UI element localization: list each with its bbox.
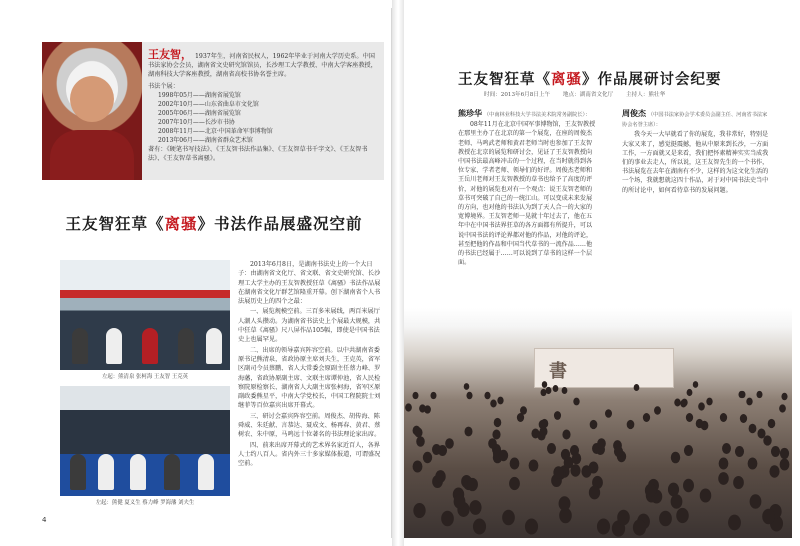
publications-text: 著有：《硬笔书写技法》、《王友智书法作品集》、《王友智草书千字文》、《王友智书法》、《王友智草书离骚》。: [148, 145, 368, 163]
symposium-title: [458, 68, 758, 89]
crowd-person-shape: [693, 381, 698, 388]
crowd-person-shape: [683, 479, 694, 492]
crowd-person-shape: [466, 392, 472, 399]
article-paragraph: 一、展览规模空前。三百多米展线，两百米展厅人潮人头攒动。为湖南省书法史上个展最大规模，共中狂草《离骚》尺八屏作品105幅，即使是中国书法史上也属罕见。: [238, 308, 381, 344]
exhibition-item: 2002年10月——山东省曲阜市文化馆: [158, 100, 259, 108]
speaker-column-1: [458, 106, 598, 268]
speaker-affiliation: （中国书法家协会学术委员会副主任、河南省书法家协会名誉主席）：: [622, 112, 768, 129]
crowd-person-shape: [781, 393, 787, 400]
crowd-person-shape: [617, 510, 630, 525]
crowd-person-shape: [520, 406, 527, 414]
author-intro: 1937年生，河南省民权人，1962年毕业于河南大学历史系。中国书法家协会会员，湖南省文史研究馆馆员，长沙理工大学教授、中南大学客座教授，湖南科技大学客座教授，湖南省高校书协名誉主席。: [148, 53, 377, 79]
crowd-person-shape: [780, 459, 790, 471]
photo-caption-bottom: 左起：熊健 夏义生 蔡力峰 罗海藩 刘夫生: [95, 500, 195, 506]
crowd-person-shape: [718, 472, 729, 485]
crowd-person-shape: [769, 465, 779, 477]
crowd-person-shape: [763, 435, 771, 445]
exhibitions-heading: 书法个展：: [148, 82, 179, 90]
article-paragraph: 三、研讨会嘉宾阵容空前。周俊杰、胡传海、陈舜威、朱廷献、言恭达、聂成文、杨再春、黄君、蔡树农、朱中原，马鸣远十位著名的书法理论家出席。: [238, 412, 381, 439]
crowd-person-shape: [779, 404, 786, 412]
crowd-person-shape: [733, 476, 744, 489]
symposium-meta: [484, 90, 674, 98]
exhibition-list: [148, 91, 380, 145]
crowd-person-shape: [728, 515, 741, 531]
left-page: [8, 8, 392, 538]
crowd-person-shape: [554, 411, 561, 420]
crowd-person-shape: [671, 452, 680, 464]
speaker-remarks: 我今天一大早就看了你的展览，我非常好，特别是大家又来了，感觉挺震撼，他从中原来到长沙，一方面工作，一方面就又是来看，我们把怀素精神实实当成我们的事业去走人，所以说，这王友智先生的一个书作，书法展览在去年在湖南有不少，这样的为这文化生活的一个场，我就想就这四十作品，对于对中国书法史当中的所讨论中，如何看待草书的发展问题。: [622, 131, 769, 194]
crowd-person-shape: [698, 402, 705, 410]
speaker-block: [622, 109, 772, 195]
crowd-person-shape: [706, 398, 712, 406]
crowd-person-shape: [614, 446, 623, 457]
crowd-person-shape: [562, 429, 570, 439]
crowd-person-shape: [573, 398, 579, 406]
photo-person-shape: [130, 454, 146, 490]
exhibition-item: 2013年06月——湖南省群众艺术馆: [158, 136, 253, 144]
crowd-person-shape: [768, 419, 776, 428]
crowd-person-shape: [502, 510, 515, 526]
crowd-person-shape: [473, 518, 486, 534]
crowd-person-shape: [696, 419, 704, 428]
crowd-person-shape: [469, 500, 481, 515]
crowd-person-shape: [674, 399, 680, 407]
crowd-person-shape: [467, 478, 478, 491]
crowd-person-shape: [553, 385, 559, 392]
crowd-person-shape: [492, 429, 500, 439]
crowd-person-shape: [531, 429, 539, 439]
crowd-person-shape: [597, 518, 610, 534]
page-number: 4: [42, 516, 47, 524]
crowd-person-shape: [735, 446, 744, 457]
crowd-person-shape: [771, 446, 780, 457]
crowd-person-shape: [750, 494, 762, 508]
crowd-person-shape: [525, 518, 538, 534]
crowd-person-shape: [499, 450, 508, 461]
headline-accent: 离骚: [164, 214, 198, 233]
photo-person-shape: [164, 454, 180, 490]
author-name: 王友智，: [148, 48, 192, 61]
article-paragraph: 二、出席的领导嘉宾阵容空前。以中共湖南省委原书记熊清泉，省政协原主席刘夫生，王克英，省军区副司令员蔡鹏、省人大常委会原副主任蔡力峰、罗海藩，省政协原副主席、文联主席谭仲池，省人民检察院原检察长、湖南省人大副主席张柯海，省军区原副政委熊星平，中南大学党校长，中国工程院院士刘继菲等百位嘉宾出席开幕式。: [238, 346, 381, 410]
author-portrait: [42, 42, 142, 180]
meta-time: 时间：2013年6月8日上午: [484, 92, 551, 98]
photo-person-shape: [70, 454, 86, 490]
crowd-person-shape: [780, 448, 789, 459]
crowd-person-shape: [627, 420, 635, 429]
article-paragraph: 四、前来出席开幕式的艺术界名家近百人，各界人士约八百人。省内外三十多家媒体报道，可谓盛况空前。: [238, 441, 381, 468]
crowd-person-shape: [464, 383, 470, 390]
right-page: [404, 8, 792, 538]
crowd-person-shape: [739, 391, 745, 398]
symposium-title-part-2: 》作品展研讨会纪要: [582, 71, 722, 88]
stage-calligraphy-mark: 書: [549, 361, 567, 382]
crowd-person-shape: [722, 443, 731, 454]
crowd-person-shape: [633, 519, 646, 535]
crowd-person-shape: [686, 413, 693, 422]
crowd-person-shape: [654, 406, 661, 414]
photo-person-shape: [178, 328, 194, 364]
speaker-remarks: 08年11月在北京中国军事博物馆，王友智教授在那里主办了在北京的第一个展览，在座的周俊杰老师、马鸣武老师和黄君老师当时也参加了王友智教授在北京的展览和研讨会，见证了王友智教授向中国书法最高峰冲击的一个过程，在当时就得到各位专家、学者老师、领导们的好评。周俊杰老师和王岳川老师对王友智教授的草书也给予了高度的评价，对他的展览也对有一个观点：说王友智老师的草书可突破了自己的一统江山。可以变成未来发展的方向，也对他的书法认为到了天人合一的大家的宽博境界。王友智老师一晃就十年过去了，他在五年中在中国书法界狂草的各方面都有所提升，可以说中国书法的评论界都对他的作品，对他的评论，甚至把他的作品和中国当代草书的一流作品……他的书法已经属于……可以说到了草书的这样一个层面。: [458, 121, 596, 267]
photo-caption-top: 左起：熊清泉 张柯海 王友智 王克英: [101, 374, 188, 380]
biography-text: [148, 50, 380, 163]
crowd-person-shape: [416, 436, 425, 446]
crowd-person-shape: [510, 458, 520, 470]
exhibition-photo-bottom: [60, 386, 230, 496]
photo-person-shape: [106, 328, 122, 364]
crowd-person-shape: [756, 391, 762, 398]
photo-person-shape: [98, 454, 114, 490]
crowd-person-shape: [676, 508, 689, 523]
photo-person-shape: [142, 328, 158, 364]
photo-banner-shape: [60, 290, 230, 298]
crowd-person-shape: [684, 445, 693, 456]
exhibition-photo-top: [60, 260, 230, 370]
symposium-title-part-1: 王友智狂草《: [458, 71, 551, 88]
speaker-name: 周俊杰: [622, 108, 646, 118]
article-paragraph: 2013年6月8日，是湖南书法史上的一个大日子：由湖南省文化厅、省文联、省文史研究馆、长沙理工大学主办的王友智教授狂草《离骚》书法作品展在湖南省文化厅群艺馆隆重开幕。创下湖南省个人书法展历史上的四个之最：: [238, 261, 381, 306]
crowd-person-shape: [740, 414, 747, 423]
crowd-person-shape: [405, 403, 412, 411]
exhibition-item: 2005年06月——湖南省展览馆: [158, 109, 241, 117]
speaker-block: [458, 109, 598, 267]
crowd-person-shape: [590, 420, 598, 429]
crowd-person-shape: [553, 466, 563, 479]
crowd-person-shape: [680, 400, 686, 408]
crowd-person-shape: [432, 444, 441, 455]
crowd-person-shape: [762, 509, 775, 524]
crowd-person-shape: [509, 477, 520, 490]
main-headline: [44, 212, 384, 234]
crowd-person-shape: [488, 438, 497, 449]
crowd-person-shape: [547, 443, 556, 454]
speaker-name: 熊珍华: [458, 108, 482, 118]
crowd-person-shape: [423, 452, 432, 463]
headline-part-2: 》书法作品展盛况空前: [197, 214, 363, 233]
crowd-person-shape: [748, 458, 758, 470]
crowd-person-shape: [643, 413, 650, 422]
crowd-person-shape: [562, 387, 568, 394]
crowd-person-shape: [454, 494, 466, 508]
crowd-person-shape: [687, 389, 693, 396]
speaker-affiliation: （中南林业科技大学书法美术院常务副院长）：: [483, 112, 591, 118]
crowd-person-shape: [464, 427, 472, 437]
exhibition-item: 1998年05月——湖南省展览馆: [158, 91, 241, 99]
crowd-person-shape: [720, 413, 727, 422]
crowd-photo: [404, 308, 792, 538]
crowd-person-shape: [539, 420, 547, 429]
crowd-person-shape: [413, 460, 423, 472]
crowd-person-shape: [413, 503, 425, 518]
crowd-person-shape: [700, 488, 712, 502]
crowd-person-shape: [749, 424, 757, 434]
crowd-person-shape: [659, 511, 672, 527]
photo-person-shape: [206, 328, 222, 364]
crowd-person-shape: [746, 398, 752, 406]
book-spine: [392, 0, 404, 546]
crowd-person-shape: [412, 392, 418, 399]
meta-host: 主持人：熊壮华: [626, 92, 666, 98]
crowd-person-shape: [719, 458, 729, 470]
crowd-person-shape: [581, 465, 591, 477]
biography-box: [42, 42, 384, 180]
crowd-person-shape: [605, 409, 612, 418]
crowd-person-shape: [645, 484, 656, 498]
exhibition-item: 2007年10月——长沙市书协: [158, 118, 235, 126]
crowd-person-shape: [497, 397, 503, 405]
speaker-column-2: [622, 106, 772, 196]
crowd-person-shape: [490, 400, 496, 408]
exhibition-item: 2008年11月——北京·中国革命军事博物馆: [158, 127, 273, 135]
crowd-person-shape: [435, 470, 445, 483]
crowd-person-shape: [546, 387, 552, 394]
headline-part-1: 王友智狂草《: [65, 214, 165, 233]
crowd-person-shape: [494, 418, 502, 427]
exhibition-stage: [534, 348, 674, 388]
article-body: [238, 260, 384, 470]
meta-place: 地点：湖南省文化厅: [562, 92, 614, 98]
photo-person-shape: [72, 328, 88, 364]
crowd-person-shape: [445, 438, 454, 449]
symposium-title-accent: 离骚: [551, 71, 582, 88]
photo-person-shape: [198, 454, 214, 490]
crowd-person-shape: [529, 460, 539, 472]
portrait-body-shape: [50, 130, 134, 180]
crowd-person-shape: [441, 511, 454, 527]
crowd-person-shape: [671, 494, 683, 508]
crowd-person-shape: [484, 392, 490, 399]
crowd-person-shape: [419, 404, 426, 412]
crowd-person-shape: [589, 486, 600, 500]
crowd-person-shape: [597, 438, 606, 449]
crowd-person-shape: [559, 496, 571, 511]
crowd-person-shape: [430, 392, 436, 399]
portrait-face-shape: [70, 76, 114, 122]
crowd-person-shape: [572, 453, 581, 465]
crowd-person-shape: [634, 384, 640, 391]
